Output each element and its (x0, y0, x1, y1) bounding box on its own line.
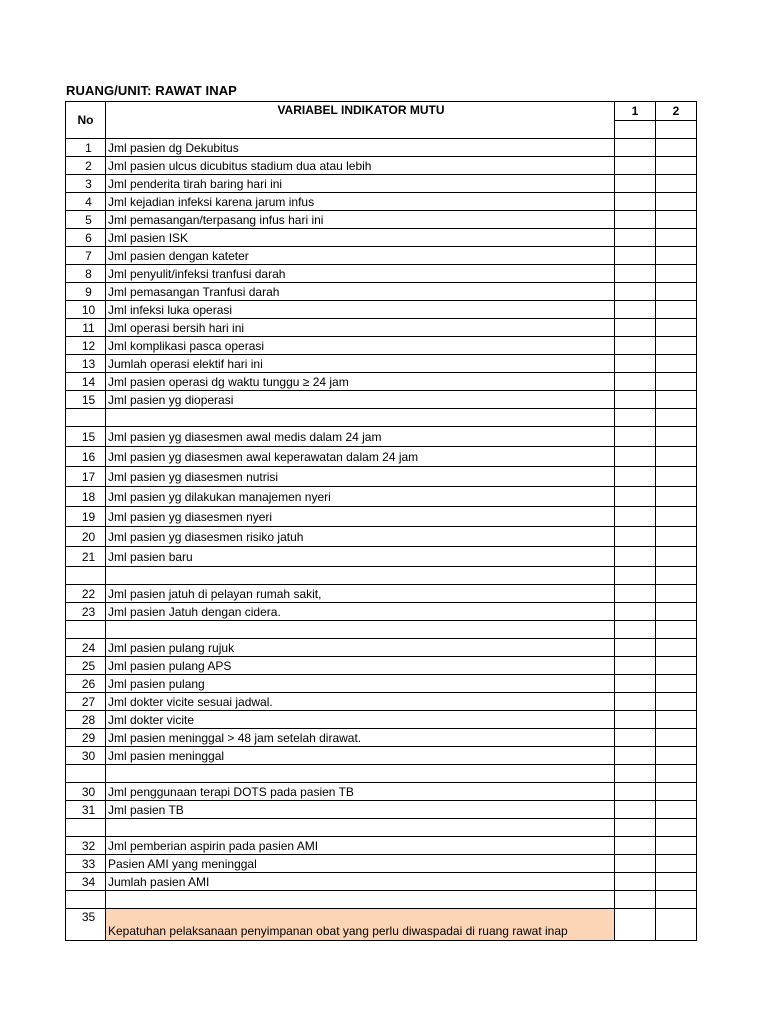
table-header-row (66, 102, 697, 121)
row-value-2[interactable] (656, 765, 697, 783)
row-value-2[interactable] (656, 427, 697, 447)
row-number: 15 (66, 391, 106, 409)
row-number: 26 (66, 675, 106, 693)
row-indicator: Jml pemasangan/terpasang infus hari ini (106, 211, 615, 229)
row-value-1[interactable] (615, 373, 656, 391)
row-value-2[interactable] (656, 909, 697, 941)
row-indicator: Jml pasien pulang APS (106, 657, 615, 675)
row-indicator (106, 819, 615, 837)
row-number: 10 (66, 301, 106, 319)
header-variabel: VARIABEL INDIKATOR MUTU (106, 102, 615, 139)
row-indicator: Jml kejadian infeksi karena jarum infus (106, 193, 615, 211)
row-value-2[interactable] (656, 487, 697, 507)
row-number: 30 (66, 747, 106, 765)
row-indicator: Jml penyulit/infeksi tranfusi darah (106, 265, 615, 283)
row-number: 5 (66, 211, 106, 229)
table-row (66, 675, 697, 693)
row-value-1[interactable] (615, 657, 656, 675)
row-value-2[interactable] (656, 837, 697, 855)
table-row (66, 657, 697, 675)
row-indicator: Jumlah operasi elektif hari ini (106, 355, 615, 373)
row-indicator: Jml pasien dengan kateter (106, 247, 615, 265)
table-row (66, 765, 697, 783)
row-value-1[interactable] (615, 873, 656, 891)
row-value-1[interactable] (615, 175, 656, 193)
table-row (66, 567, 697, 585)
table-row (66, 621, 697, 639)
table-row (66, 229, 697, 247)
row-value-1[interactable] (615, 247, 656, 265)
table-row (66, 265, 697, 283)
row-value-1[interactable] (615, 337, 656, 355)
page-title: RUANG/UNIT: RAWAT INAP (66, 83, 237, 98)
row-value-1[interactable] (615, 693, 656, 711)
row-value-1[interactable] (615, 675, 656, 693)
row-indicator (106, 765, 615, 783)
row-value-2[interactable] (656, 693, 697, 711)
row-value-2[interactable] (656, 355, 697, 373)
row-value-1[interactable] (615, 391, 656, 409)
row-number: 33 (66, 855, 106, 873)
row-value-2[interactable] (656, 783, 697, 801)
table-row (66, 301, 697, 319)
row-number: 28 (66, 711, 106, 729)
table-row (66, 527, 697, 547)
row-indicator: Pasien AMI yang meninggal (106, 855, 615, 873)
row-indicator: Jml pasien yg diasesmen nyeri (106, 507, 615, 527)
row-indicator: Jml komplikasi pasca operasi (106, 337, 615, 355)
row-number: 9 (66, 283, 106, 301)
row-value-1[interactable] (615, 621, 656, 639)
table-row (66, 783, 697, 801)
row-indicator: Jml penggunaan terapi DOTS pada pasien TB (106, 783, 615, 801)
row-value-1[interactable] (615, 837, 656, 855)
row-number: 22 (66, 585, 106, 603)
table-row (66, 873, 697, 891)
table-row (66, 547, 697, 567)
row-indicator: Jml pasien Jatuh dengan cidera. (106, 603, 615, 621)
row-value-1[interactable] (615, 467, 656, 487)
row-value-1[interactable] (615, 319, 656, 337)
row-value-2[interactable] (656, 675, 697, 693)
row-number (66, 819, 106, 837)
table-row (66, 891, 697, 909)
table-row (66, 909, 697, 941)
header-col-2-cell (656, 121, 697, 139)
header-col-1: 1 (615, 102, 656, 121)
indicator-table-body (66, 102, 697, 941)
row-value-1[interactable] (615, 301, 656, 319)
row-value-2[interactable] (656, 729, 697, 747)
row-number: 6 (66, 229, 106, 247)
row-number: 29 (66, 729, 106, 747)
row-indicator: Jml pasien yg dilakukan manajemen nyeri (106, 487, 615, 507)
table-row (66, 391, 697, 409)
row-value-1[interactable] (615, 891, 656, 909)
row-number (66, 621, 106, 639)
row-value-2[interactable] (656, 891, 697, 909)
row-value-1[interactable] (615, 139, 656, 157)
row-indicator (106, 567, 615, 585)
table-row (66, 211, 697, 229)
table-row (66, 639, 697, 657)
row-value-2[interactable] (656, 603, 697, 621)
row-value-1[interactable] (615, 211, 656, 229)
row-value-1[interactable] (615, 157, 656, 175)
row-value-1[interactable] (615, 585, 656, 603)
row-indicator: Jml pasien yg diasesmen awal keperawatan dalam 24 jam (106, 447, 615, 467)
row-value-2[interactable] (656, 873, 697, 891)
row-indicator (106, 409, 615, 427)
row-indicator: Jml pasien jatuh di pelayan rumah sakit, (106, 585, 615, 603)
table-row (66, 819, 697, 837)
table-row (66, 355, 697, 373)
row-number: 24 (66, 639, 106, 657)
table-row (66, 337, 697, 355)
row-value-1[interactable] (615, 855, 656, 873)
row-value-2[interactable] (656, 247, 697, 265)
row-number: 11 (66, 319, 106, 337)
row-number: 19 (66, 507, 106, 527)
row-number: 7 (66, 247, 106, 265)
table-row (66, 585, 697, 603)
row-value-2[interactable] (656, 711, 697, 729)
row-value-1[interactable] (615, 783, 656, 801)
row-number: 4 (66, 193, 106, 211)
table-row (66, 837, 697, 855)
row-number: 16 (66, 447, 106, 467)
row-number: 12 (66, 337, 106, 355)
row-indicator: Jml pasien operasi dg waktu tunggu ≥ 24 jam (106, 373, 615, 391)
row-number: 3 (66, 175, 106, 193)
row-value-1[interactable] (615, 409, 656, 427)
row-value-2[interactable] (656, 265, 697, 283)
row-number (66, 409, 106, 427)
row-value-1[interactable] (615, 547, 656, 567)
table-row (66, 319, 697, 337)
row-value-2[interactable] (656, 319, 697, 337)
row-number: 20 (66, 527, 106, 547)
row-number: 34 (66, 873, 106, 891)
table-row (66, 175, 697, 193)
row-indicator: Jml pasien dg Dekubitus (106, 139, 615, 157)
row-value-2[interactable] (656, 139, 697, 157)
row-indicator: Jml operasi bersih hari ini (106, 319, 615, 337)
row-value-2[interactable] (656, 175, 697, 193)
row-indicator: Jml pasien yg diasesmen risiko jatuh (106, 527, 615, 547)
row-indicator: Jml pasien meninggal > 48 jam setelah dirawat. (106, 729, 615, 747)
row-value-1[interactable] (615, 507, 656, 527)
row-number: 2 (66, 157, 106, 175)
row-value-2[interactable] (656, 507, 697, 527)
row-value-2[interactable] (656, 391, 697, 409)
row-indicator: Jml pasien pulang (106, 675, 615, 693)
row-indicator: Jml pemasangan Tranfusi darah (106, 283, 615, 301)
row-value-2[interactable] (656, 467, 697, 487)
row-value-2[interactable] (656, 621, 697, 639)
row-number: 30 (66, 783, 106, 801)
row-number (66, 567, 106, 585)
row-indicator: Jml pasien baru (106, 547, 615, 567)
table-row (66, 711, 697, 729)
row-value-1[interactable] (615, 909, 656, 941)
row-value-2[interactable] (656, 301, 697, 319)
table-row (66, 747, 697, 765)
row-value-1[interactable] (615, 603, 656, 621)
row-indicator: Kepatuhan pelaksanaan penyimpanan obat yang perlu diwaspadai di ruang rawat inap (106, 909, 615, 941)
table-row (66, 467, 697, 487)
row-value-1[interactable] (615, 283, 656, 301)
row-number: 25 (66, 657, 106, 675)
row-value-1[interactable] (615, 801, 656, 819)
row-number: 17 (66, 467, 106, 487)
table-row (66, 157, 697, 175)
row-value-1[interactable] (615, 711, 656, 729)
row-value-1[interactable] (615, 487, 656, 507)
row-value-2[interactable] (656, 639, 697, 657)
row-value-1[interactable] (615, 747, 656, 765)
row-indicator: Jml pasien ulcus dicubitus stadium dua atau lebih (106, 157, 615, 175)
row-number: 32 (66, 837, 106, 855)
row-value-1[interactable] (615, 639, 656, 657)
row-value-2[interactable] (656, 547, 697, 567)
row-indicator: Jml dokter vicite (106, 711, 615, 729)
row-value-2[interactable] (656, 283, 697, 301)
row-indicator (106, 621, 615, 639)
row-number: 15 (66, 427, 106, 447)
row-indicator: Jml pasien yg diasesmen awal medis dalam 24 jam (106, 427, 615, 447)
row-number: 31 (66, 801, 106, 819)
row-value-2[interactable] (656, 373, 697, 391)
row-indicator: Jml penderita tirah baring hari ini (106, 175, 615, 193)
row-value-2[interactable] (656, 801, 697, 819)
table-row (66, 855, 697, 873)
row-value-1[interactable] (615, 229, 656, 247)
table-row (66, 487, 697, 507)
table-row (66, 801, 697, 819)
row-value-2[interactable] (656, 337, 697, 355)
row-indicator: Jml infeksi luka operasi (106, 301, 615, 319)
row-number: 23 (66, 603, 106, 621)
row-number (66, 765, 106, 783)
table-row (66, 447, 697, 467)
table-row (66, 693, 697, 711)
table-row (66, 409, 697, 427)
row-value-2[interactable] (656, 409, 697, 427)
row-number: 14 (66, 373, 106, 391)
row-value-1[interactable] (615, 265, 656, 283)
row-value-2[interactable] (656, 657, 697, 675)
row-value-1[interactable] (615, 193, 656, 211)
row-indicator: Jml pasien ISK (106, 229, 615, 247)
row-value-2[interactable] (656, 211, 697, 229)
row-value-1[interactable] (615, 567, 656, 585)
table-row (66, 507, 697, 527)
row-number: 13 (66, 355, 106, 373)
row-indicator: Jml pasien yg diasesmen nutrisi (106, 467, 615, 487)
row-indicator (106, 891, 615, 909)
row-value-2[interactable] (656, 527, 697, 547)
row-indicator: Jml pasien TB (106, 801, 615, 819)
header-col-1-cell (615, 121, 656, 139)
row-indicator: Jml pasien pulang rujuk (106, 639, 615, 657)
row-value-2[interactable] (656, 747, 697, 765)
row-value-2[interactable] (656, 157, 697, 175)
row-value-2[interactable] (656, 229, 697, 247)
row-value-1[interactable] (615, 765, 656, 783)
table-row (66, 139, 697, 157)
table-row (66, 729, 697, 747)
row-indicator: Jml pemberian aspirin pada pasien AMI (106, 837, 615, 855)
row-number (66, 891, 106, 909)
row-value-2[interactable] (656, 819, 697, 837)
row-value-2[interactable] (656, 585, 697, 603)
row-value-2[interactable] (656, 567, 697, 585)
row-indicator: Jumlah pasien AMI (106, 873, 615, 891)
header-col-2: 2 (656, 102, 697, 121)
row-value-1[interactable] (615, 427, 656, 447)
row-number: 21 (66, 547, 106, 567)
row-value-1[interactable] (615, 527, 656, 547)
row-value-1[interactable] (615, 447, 656, 467)
row-number: 1 (66, 139, 106, 157)
row-value-2[interactable] (656, 447, 697, 467)
table-row (66, 247, 697, 265)
row-value-2[interactable] (656, 855, 697, 873)
header-no: No (66, 102, 106, 139)
row-indicator: Jml pasien yg dioperasi (106, 391, 615, 409)
table-row (66, 427, 697, 447)
table-row (66, 373, 697, 391)
row-value-1[interactable] (615, 355, 656, 373)
row-number: 8 (66, 265, 106, 283)
row-indicator: Jml dokter vicite sesuai jadwal. (106, 693, 615, 711)
row-value-2[interactable] (656, 193, 697, 211)
row-number: 18 (66, 487, 106, 507)
indicator-table (65, 101, 697, 941)
row-value-1[interactable] (615, 729, 656, 747)
row-number: 35 (66, 909, 106, 941)
row-value-1[interactable] (615, 819, 656, 837)
table-row (66, 283, 697, 301)
row-indicator: Jml pasien meninggal (106, 747, 615, 765)
table-row (66, 603, 697, 621)
row-number: 27 (66, 693, 106, 711)
table-row (66, 193, 697, 211)
